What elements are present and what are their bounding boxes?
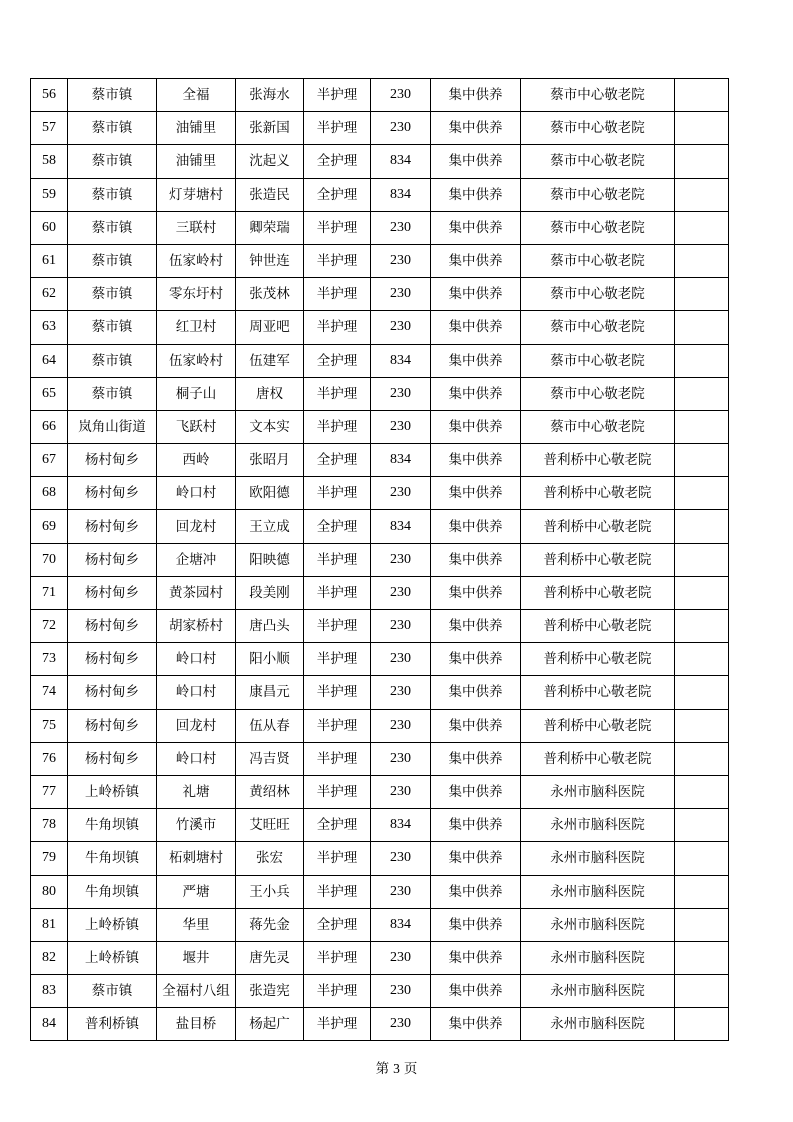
township-cell: 蔡市镇 <box>68 311 157 344</box>
row-number-cell: 74 <box>31 676 68 709</box>
subsidy-amount-cell: 230 <box>371 941 431 974</box>
township-cell: 普利桥镇 <box>68 1008 157 1041</box>
remarks-cell <box>675 643 729 676</box>
care-level-cell: 半护理 <box>304 377 371 410</box>
care-facility-cell: 蔡市中心敬老院 <box>521 278 675 311</box>
remarks-cell <box>675 742 729 775</box>
resident-name-cell: 张茂林 <box>236 278 304 311</box>
subsidy-amount-cell: 230 <box>371 543 431 576</box>
township-cell: 杨村甸乡 <box>68 709 157 742</box>
row-number-cell: 69 <box>31 510 68 543</box>
support-type-cell: 集中供养 <box>431 543 521 576</box>
township-cell: 上岭桥镇 <box>68 941 157 974</box>
remarks-cell <box>675 975 729 1008</box>
township-cell: 蔡市镇 <box>68 975 157 1008</box>
care-facility-cell: 永州市脑科医院 <box>521 908 675 941</box>
care-level-cell: 半护理 <box>304 477 371 510</box>
page-label-prefix: 第 <box>375 1061 390 1077</box>
subsidy-amount-cell: 230 <box>371 842 431 875</box>
village-cell: 全福 <box>157 79 236 112</box>
care-facility-cell: 普利桥中心敬老院 <box>521 610 675 643</box>
table-row <box>31 311 729 344</box>
care-level-cell: 全护理 <box>304 178 371 211</box>
remarks-cell <box>675 145 729 178</box>
village-cell: 黄茶园村 <box>157 576 236 609</box>
care-level-cell: 半护理 <box>304 610 371 643</box>
row-number-cell: 65 <box>31 377 68 410</box>
row-number-cell: 64 <box>31 344 68 377</box>
township-cell: 蔡市镇 <box>68 244 157 277</box>
support-type-cell: 集中供养 <box>431 79 521 112</box>
village-cell: 灯芽塘村 <box>157 178 236 211</box>
subsidy-amount-cell: 230 <box>371 244 431 277</box>
row-number-cell: 57 <box>31 112 68 145</box>
care-facility-cell: 蔡市中心敬老院 <box>521 211 675 244</box>
township-cell: 牛角坝镇 <box>68 809 157 842</box>
township-cell: 蔡市镇 <box>68 278 157 311</box>
remarks-cell <box>675 79 729 112</box>
care-facility-cell: 普利桥中心敬老院 <box>521 709 675 742</box>
table-row <box>31 709 729 742</box>
subsidy-amount-cell: 230 <box>371 709 431 742</box>
township-cell: 蔡市镇 <box>68 377 157 410</box>
subsidy-amount-cell: 834 <box>371 344 431 377</box>
table-row <box>31 908 729 941</box>
remarks-cell <box>675 543 729 576</box>
support-type-cell: 集中供养 <box>431 875 521 908</box>
care-level-cell: 半护理 <box>304 211 371 244</box>
care-facility-cell: 蔡市中心敬老院 <box>521 244 675 277</box>
support-type-cell: 集中供养 <box>431 941 521 974</box>
row-number-cell: 80 <box>31 875 68 908</box>
row-number-cell: 78 <box>31 809 68 842</box>
table-row <box>31 543 729 576</box>
remarks-cell <box>675 875 729 908</box>
care-level-cell: 全护理 <box>304 145 371 178</box>
care-level-cell: 半护理 <box>304 112 371 145</box>
resident-name-cell: 张新国 <box>236 112 304 145</box>
resident-name-cell: 段美刚 <box>236 576 304 609</box>
resident-name-cell: 冯吉贤 <box>236 742 304 775</box>
support-type-cell: 集中供养 <box>431 311 521 344</box>
resident-name-cell: 卿荣瑞 <box>236 211 304 244</box>
support-type-cell: 集中供养 <box>431 709 521 742</box>
subsidy-amount-cell: 834 <box>371 178 431 211</box>
remarks-cell <box>675 1008 729 1041</box>
care-facility-cell: 蔡市中心敬老院 <box>521 79 675 112</box>
township-cell: 牛角坝镇 <box>68 842 157 875</box>
care-level-cell: 全护理 <box>304 344 371 377</box>
subsidy-amount-cell: 230 <box>371 377 431 410</box>
row-number-cell: 71 <box>31 576 68 609</box>
subsidy-amount-cell: 230 <box>371 610 431 643</box>
table-row <box>31 576 729 609</box>
village-cell: 飞跃村 <box>157 410 236 443</box>
row-number-cell: 66 <box>31 410 68 443</box>
care-facility-cell: 蔡市中心敬老院 <box>521 344 675 377</box>
row-number-cell: 83 <box>31 975 68 1008</box>
care-facility-cell: 蔡市中心敬老院 <box>521 145 675 178</box>
resident-name-cell: 张昭月 <box>236 444 304 477</box>
row-number-cell: 70 <box>31 543 68 576</box>
table-row <box>31 344 729 377</box>
care-facility-cell: 永州市脑科医院 <box>521 975 675 1008</box>
page-label-suffix: 页 <box>403 1061 418 1077</box>
care-facility-cell: 蔡市中心敬老院 <box>521 410 675 443</box>
care-level-cell: 半护理 <box>304 543 371 576</box>
township-cell: 杨村甸乡 <box>68 543 157 576</box>
remarks-cell <box>675 908 729 941</box>
subsidy-amount-cell: 230 <box>371 643 431 676</box>
table-row <box>31 278 729 311</box>
township-cell: 杨村甸乡 <box>68 510 157 543</box>
subsidy-amount-cell: 230 <box>371 311 431 344</box>
village-cell: 岭口村 <box>157 643 236 676</box>
village-cell: 红卫村 <box>157 311 236 344</box>
remarks-cell <box>675 344 729 377</box>
table-row <box>31 610 729 643</box>
table-row <box>31 477 729 510</box>
township-cell: 蔡市镇 <box>68 79 157 112</box>
care-level-cell: 全护理 <box>304 510 371 543</box>
care-facility-cell: 蔡市中心敬老院 <box>521 112 675 145</box>
care-level-cell: 半护理 <box>304 643 371 676</box>
village-cell: 岭口村 <box>157 676 236 709</box>
care-facility-cell: 永州市脑科医院 <box>521 809 675 842</box>
care-level-cell: 半护理 <box>304 709 371 742</box>
remarks-cell <box>675 809 729 842</box>
village-cell: 盐目桥 <box>157 1008 236 1041</box>
remarks-cell <box>675 377 729 410</box>
resident-name-cell: 伍建军 <box>236 344 304 377</box>
care-level-cell: 半护理 <box>304 1008 371 1041</box>
care-level-cell: 半护理 <box>304 775 371 808</box>
remarks-cell <box>675 775 729 808</box>
row-number-cell: 67 <box>31 444 68 477</box>
resident-name-cell: 唐凸头 <box>236 610 304 643</box>
village-cell: 岭口村 <box>157 477 236 510</box>
care-facility-cell: 普利桥中心敬老院 <box>521 742 675 775</box>
resident-name-cell: 沈起义 <box>236 145 304 178</box>
village-cell: 回龙村 <box>157 709 236 742</box>
resident-name-cell: 黄绍林 <box>236 775 304 808</box>
village-cell: 岭口村 <box>157 742 236 775</box>
remarks-cell <box>675 842 729 875</box>
support-type-cell: 集中供养 <box>431 809 521 842</box>
village-cell: 桐子山 <box>157 377 236 410</box>
support-type-cell: 集中供养 <box>431 145 521 178</box>
support-type-cell: 集中供养 <box>431 975 521 1008</box>
township-cell: 上岭桥镇 <box>68 908 157 941</box>
subsidy-amount-cell: 230 <box>371 975 431 1008</box>
care-facility-cell: 普利桥中心敬老院 <box>521 510 675 543</box>
village-cell: 堰井 <box>157 941 236 974</box>
resident-name-cell: 蒋先金 <box>236 908 304 941</box>
care-facility-cell: 蔡市中心敬老院 <box>521 377 675 410</box>
remarks-cell <box>675 709 729 742</box>
table-row <box>31 377 729 410</box>
support-type-cell: 集中供养 <box>431 178 521 211</box>
care-level-cell: 半护理 <box>304 975 371 1008</box>
table-row <box>31 112 729 145</box>
remarks-cell <box>675 941 729 974</box>
resident-name-cell: 王小兵 <box>236 875 304 908</box>
care-level-cell: 半护理 <box>304 410 371 443</box>
village-cell: 油铺里 <box>157 145 236 178</box>
row-number-cell: 60 <box>31 211 68 244</box>
resident-name-cell: 伍从春 <box>236 709 304 742</box>
village-cell: 零东圩村 <box>157 278 236 311</box>
care-level-cell: 半护理 <box>304 842 371 875</box>
support-type-cell: 集中供养 <box>431 510 521 543</box>
support-type-cell: 集中供养 <box>431 842 521 875</box>
resident-name-cell: 艾旺旺 <box>236 809 304 842</box>
township-cell: 蔡市镇 <box>68 211 157 244</box>
row-number-cell: 77 <box>31 775 68 808</box>
subsidy-amount-cell: 230 <box>371 875 431 908</box>
remarks-cell <box>675 676 729 709</box>
care-facility-cell: 普利桥中心敬老院 <box>521 643 675 676</box>
subsidy-amount-cell: 230 <box>371 576 431 609</box>
care-level-cell: 全护理 <box>304 809 371 842</box>
township-cell: 蔡市镇 <box>68 344 157 377</box>
support-type-cell: 集中供养 <box>431 477 521 510</box>
subsidy-amount-cell: 834 <box>371 145 431 178</box>
row-number-cell: 58 <box>31 145 68 178</box>
row-number-cell: 61 <box>31 244 68 277</box>
row-number-cell: 62 <box>31 278 68 311</box>
subsidy-amount-cell: 230 <box>371 112 431 145</box>
township-cell: 蔡市镇 <box>68 112 157 145</box>
care-facility-cell: 永州市脑科医院 <box>521 941 675 974</box>
care-facility-cell: 普利桥中心敬老院 <box>521 543 675 576</box>
village-cell: 严塘 <box>157 875 236 908</box>
subsidy-amount-cell: 230 <box>371 742 431 775</box>
care-level-cell: 半护理 <box>304 875 371 908</box>
subsidy-amount-cell: 834 <box>371 510 431 543</box>
row-number-cell: 75 <box>31 709 68 742</box>
care-facility-cell: 永州市脑科医院 <box>521 1008 675 1041</box>
resident-name-cell: 张宏 <box>236 842 304 875</box>
care-facility-cell: 永州市脑科医院 <box>521 842 675 875</box>
care-level-cell: 半护理 <box>304 676 371 709</box>
table-row <box>31 875 729 908</box>
row-number-cell: 68 <box>31 477 68 510</box>
table-row <box>31 145 729 178</box>
subsidy-amount-cell: 230 <box>371 410 431 443</box>
table-row <box>31 775 729 808</box>
row-number-cell: 73 <box>31 643 68 676</box>
care-facility-cell: 永州市脑科医院 <box>521 875 675 908</box>
care-facility-cell: 普利桥中心敬老院 <box>521 576 675 609</box>
resident-name-cell: 欧阳德 <box>236 477 304 510</box>
village-cell: 伍家岭村 <box>157 244 236 277</box>
table-row <box>31 211 729 244</box>
care-level-cell: 半护理 <box>304 278 371 311</box>
care-level-cell: 半护理 <box>304 941 371 974</box>
roster-body <box>31 79 729 1041</box>
remarks-cell <box>675 112 729 145</box>
resident-name-cell: 张造民 <box>236 178 304 211</box>
resident-name-cell: 文本实 <box>236 410 304 443</box>
support-type-cell: 集中供养 <box>431 908 521 941</box>
support-type-cell: 集中供养 <box>431 576 521 609</box>
township-cell: 岚角山街道 <box>68 410 157 443</box>
care-level-cell: 全护理 <box>304 444 371 477</box>
care-facility-cell: 永州市脑科医院 <box>521 775 675 808</box>
township-cell: 蔡市镇 <box>68 178 157 211</box>
township-cell: 杨村甸乡 <box>68 576 157 609</box>
remarks-cell <box>675 178 729 211</box>
care-level-cell: 半护理 <box>304 244 371 277</box>
row-number-cell: 81 <box>31 908 68 941</box>
row-number-cell: 82 <box>31 941 68 974</box>
table-row <box>31 244 729 277</box>
resident-name-cell: 唐先灵 <box>236 941 304 974</box>
table-row <box>31 842 729 875</box>
table-row <box>31 444 729 477</box>
village-cell: 回龙村 <box>157 510 236 543</box>
support-type-cell: 集中供养 <box>431 444 521 477</box>
row-number-cell: 72 <box>31 610 68 643</box>
subsidy-amount-cell: 230 <box>371 775 431 808</box>
support-type-cell: 集中供养 <box>431 643 521 676</box>
township-cell: 杨村甸乡 <box>68 444 157 477</box>
care-level-cell: 半护理 <box>304 742 371 775</box>
row-number-cell: 76 <box>31 742 68 775</box>
subsidy-amount-cell: 834 <box>371 908 431 941</box>
township-cell: 杨村甸乡 <box>68 477 157 510</box>
page-footer <box>0 1057 793 1077</box>
care-level-cell: 半护理 <box>304 311 371 344</box>
table-row <box>31 410 729 443</box>
village-cell: 企塘冲 <box>157 543 236 576</box>
village-cell: 柘刺塘村 <box>157 842 236 875</box>
subsidy-amount-cell: 834 <box>371 444 431 477</box>
table-row <box>31 809 729 842</box>
table-row <box>31 941 729 974</box>
table-row <box>31 510 729 543</box>
township-cell: 杨村甸乡 <box>68 643 157 676</box>
township-cell: 蔡市镇 <box>68 145 157 178</box>
resident-name-cell: 王立成 <box>236 510 304 543</box>
care-facility-cell: 普利桥中心敬老院 <box>521 676 675 709</box>
table-row <box>31 79 729 112</box>
support-type-cell: 集中供养 <box>431 377 521 410</box>
subsidy-amount-cell: 230 <box>371 477 431 510</box>
support-type-cell: 集中供养 <box>431 1008 521 1041</box>
remarks-cell <box>675 510 729 543</box>
resident-name-cell: 康昌元 <box>236 676 304 709</box>
support-type-cell: 集中供养 <box>431 112 521 145</box>
township-cell: 上岭桥镇 <box>68 775 157 808</box>
village-cell: 伍家岭村 <box>157 344 236 377</box>
remarks-cell <box>675 576 729 609</box>
row-number-cell: 84 <box>31 1008 68 1041</box>
care-facility-cell: 蔡市中心敬老院 <box>521 178 675 211</box>
subsidy-amount-cell: 230 <box>371 79 431 112</box>
table-row <box>31 643 729 676</box>
remarks-cell <box>675 211 729 244</box>
remarks-cell <box>675 610 729 643</box>
row-number-cell: 56 <box>31 79 68 112</box>
care-facility-cell: 蔡市中心敬老院 <box>521 311 675 344</box>
resident-name-cell: 张造宪 <box>236 975 304 1008</box>
support-type-cell: 集中供养 <box>431 775 521 808</box>
care-facility-cell: 普利桥中心敬老院 <box>521 444 675 477</box>
resident-name-cell: 张海水 <box>236 79 304 112</box>
table-row <box>31 676 729 709</box>
page-number: 3 <box>393 1061 400 1076</box>
support-type-cell: 集中供养 <box>431 344 521 377</box>
resident-name-cell: 唐权 <box>236 377 304 410</box>
remarks-cell <box>675 278 729 311</box>
township-cell: 杨村甸乡 <box>68 676 157 709</box>
subsidy-amount-cell: 230 <box>371 211 431 244</box>
resident-name-cell: 周亚吧 <box>236 311 304 344</box>
remarks-cell <box>675 244 729 277</box>
support-type-cell: 集中供养 <box>431 742 521 775</box>
township-cell: 杨村甸乡 <box>68 742 157 775</box>
village-cell: 全福村八组 <box>157 975 236 1008</box>
village-cell: 油铺里 <box>157 112 236 145</box>
village-cell: 西岭 <box>157 444 236 477</box>
support-type-cell: 集中供养 <box>431 610 521 643</box>
subsidy-amount-cell: 230 <box>371 676 431 709</box>
township-cell: 杨村甸乡 <box>68 610 157 643</box>
table-row <box>31 1008 729 1041</box>
table-row <box>31 178 729 211</box>
resident-name-cell: 阳小顺 <box>236 643 304 676</box>
resident-name-cell: 钟世连 <box>236 244 304 277</box>
row-number-cell: 59 <box>31 178 68 211</box>
support-type-cell: 集中供养 <box>431 211 521 244</box>
remarks-cell <box>675 410 729 443</box>
remarks-cell <box>675 477 729 510</box>
village-cell: 华里 <box>157 908 236 941</box>
subsidy-amount-cell: 230 <box>371 1008 431 1041</box>
support-type-cell: 集中供养 <box>431 410 521 443</box>
remarks-cell <box>675 444 729 477</box>
township-cell: 牛角坝镇 <box>68 875 157 908</box>
resident-name-cell: 阳映德 <box>236 543 304 576</box>
village-cell: 礼塘 <box>157 775 236 808</box>
support-type-cell: 集中供养 <box>431 278 521 311</box>
care-level-cell: 全护理 <box>304 908 371 941</box>
care-level-cell: 半护理 <box>304 576 371 609</box>
care-facility-cell: 普利桥中心敬老院 <box>521 477 675 510</box>
table-row <box>31 742 729 775</box>
subsidy-amount-cell: 230 <box>371 278 431 311</box>
care-roster-table <box>30 78 729 1041</box>
row-number-cell: 63 <box>31 311 68 344</box>
village-cell: 三联村 <box>157 211 236 244</box>
row-number-cell: 79 <box>31 842 68 875</box>
resident-name-cell: 杨起广 <box>236 1008 304 1041</box>
care-level-cell: 半护理 <box>304 79 371 112</box>
support-type-cell: 集中供养 <box>431 676 521 709</box>
village-cell: 竹溪市 <box>157 809 236 842</box>
support-type-cell: 集中供养 <box>431 244 521 277</box>
remarks-cell <box>675 311 729 344</box>
table-row <box>31 975 729 1008</box>
subsidy-amount-cell: 834 <box>371 809 431 842</box>
village-cell: 胡家桥村 <box>157 610 236 643</box>
